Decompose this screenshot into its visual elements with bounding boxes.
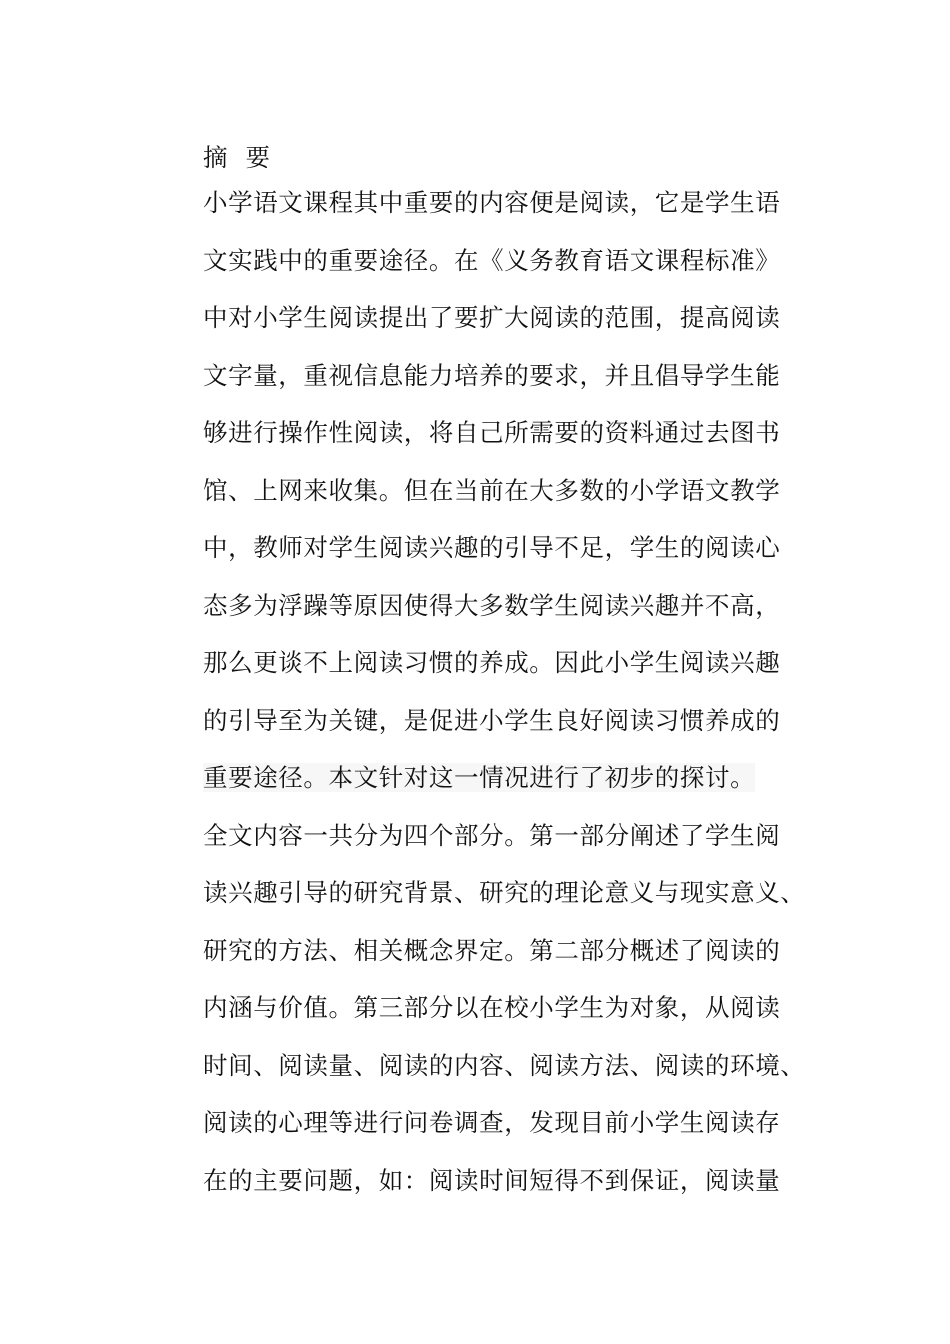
text-line: 中，教师对学生阅读兴趣的引导不足，学生的阅读心 xyxy=(203,533,781,562)
text-line: 在的主要问题，如：阅读时间短得不到保证，阅读量 xyxy=(203,1165,781,1195)
text-line: 的引导至为关键，是促进小学生良好阅读习惯养成的 xyxy=(203,705,781,735)
document-body xyxy=(203,138,823,1218)
text-line: 小学语文课程其中重要的内容便是阅读，它是学生语 xyxy=(203,188,781,217)
text-line: 中对小学生阅读提出了要扩大阅读的范围，提高阅读 xyxy=(203,303,781,332)
text-line: 那么更谈不上阅读习惯的养成。因此小学生阅读兴趣 xyxy=(203,648,781,677)
paragraph-2 xyxy=(203,816,823,1219)
text-line: 读兴趣引导的研究背景、研究的理论意义与现实意义、 xyxy=(203,878,806,907)
text-line: 全文内容一共分为四个部分。第一部分阐述了学生阅 xyxy=(203,820,781,850)
text-line: 态多为浮躁等原因使得大多数学生阅读兴趣并不高， xyxy=(203,590,781,620)
text-line: 够进行操作性阅读，将自己所需要的资料通过去图书 xyxy=(203,418,781,447)
abstract-heading: 摘要 xyxy=(203,143,288,172)
text-line: 馆、上网来收集。但在当前在大多数的小学语文教学 xyxy=(203,475,781,505)
text-line: 时间、阅读量、阅读的内容、阅读方法、阅读的环境、 xyxy=(203,1050,806,1080)
text-line xyxy=(203,758,823,816)
text-line: 文字量，重视信息能力培养的要求，并且倡导学生能 xyxy=(203,360,781,390)
paragraph-1 xyxy=(203,183,823,816)
highlighted-text: 重要途径。本文针对这一情况进行了初步的探讨。 xyxy=(203,763,756,792)
text-line: 文实践中的重要途径。在《义务教育语文课程标准》 xyxy=(203,245,781,275)
text-line: 研究的方法、相关概念界定。第二部分概述了阅读的 xyxy=(203,935,781,965)
text-line: 阅读的心理等进行问卷调查，发现目前小学生阅读存 xyxy=(203,1108,781,1137)
text-line: 内涵与价值。第三部分以在校小学生为对象，从阅读 xyxy=(203,993,781,1022)
